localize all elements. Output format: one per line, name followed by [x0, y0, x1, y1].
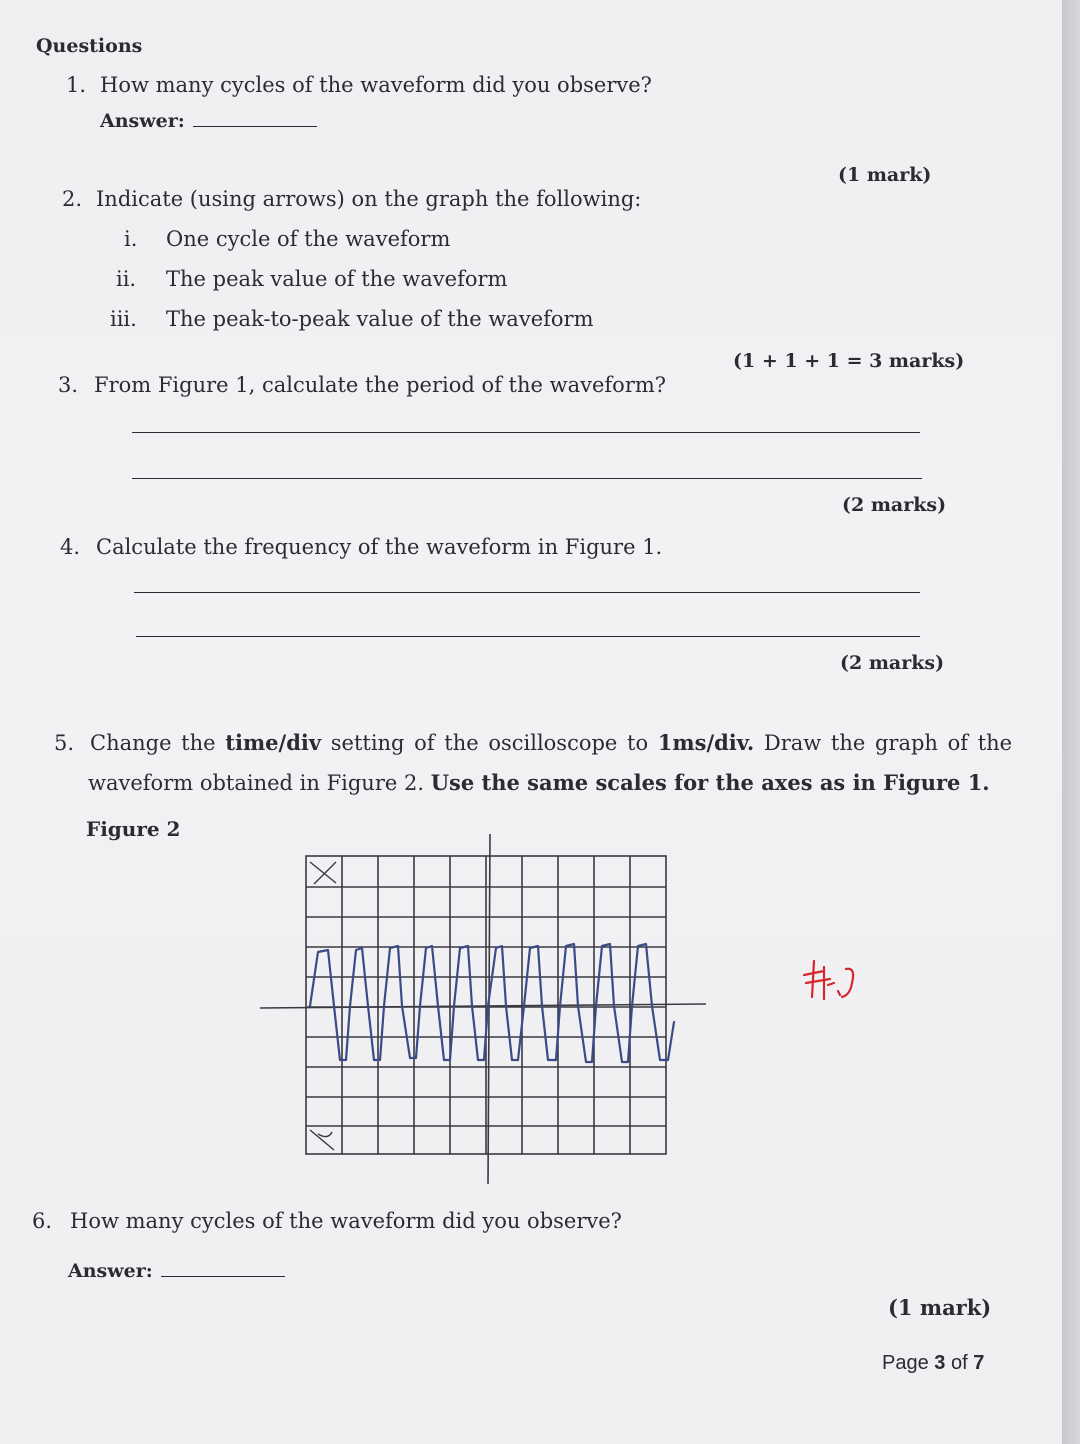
- q5-seg-3: setting of the oscilloscope to: [321, 731, 658, 755]
- q3-answer-line-2[interactable]: [132, 478, 922, 479]
- handwritten-waveform: [310, 944, 674, 1062]
- questions-heading: Questions: [36, 35, 143, 57]
- q5-seg-1: Change the: [90, 731, 226, 755]
- q6-answer-row: [68, 1258, 285, 1284]
- q6-marks: (1 mark): [888, 1295, 992, 1320]
- q4-text: Calculate the frequency of the waveform in Figure 1.: [96, 535, 663, 559]
- page-total: 7: [973, 1352, 985, 1374]
- page-footer: [882, 1350, 984, 1376]
- cross-marks: [310, 862, 336, 1150]
- q5-line-2: [88, 770, 990, 796]
- page-current: 3: [934, 1352, 946, 1374]
- red-ink-strokes: [804, 961, 853, 999]
- q2-number: 2.: [62, 187, 83, 211]
- q2-item-3-text: The peak-to-peak value of the waveform: [166, 307, 594, 331]
- page-edge-shadow: [1062, 0, 1080, 1444]
- q3-marks: (2 marks): [842, 494, 947, 516]
- cross-mark-bottom: [310, 1130, 334, 1150]
- q4-marks: (2 marks): [840, 652, 945, 674]
- figure-2-graph: [250, 828, 720, 1190]
- page-prefix: Page: [882, 1352, 935, 1374]
- q3-answer-line-1[interactable]: [132, 432, 920, 433]
- q5-seg-5: Draw the graph of the: [754, 731, 1013, 755]
- q5-number: 5.: [54, 731, 75, 755]
- q4-number: 4.: [60, 535, 81, 559]
- q1-number: 1.: [66, 73, 87, 97]
- q1-text: How many cycles of the waveform did you observe?: [100, 73, 652, 97]
- q2-item-1-number: i.: [124, 227, 138, 251]
- q3-text: From Figure 1, calculate the period of the waveform?: [94, 373, 667, 397]
- q6-answer-blank[interactable]: [161, 1258, 285, 1277]
- q5-seg-2: time/div: [225, 730, 322, 755]
- q2-item-1-text: One cycle of the waveform: [166, 227, 451, 251]
- q1-answer-label: Answer:: [100, 110, 185, 132]
- q2-marks: (1 + 1 + 1 = 3 marks): [733, 350, 965, 372]
- q4-answer-line-1[interactable]: [134, 592, 920, 593]
- q6-answer-label: Answer:: [68, 1260, 153, 1282]
- q5-line-2b: Use the same scales for the axes as in Figure 1.: [430, 770, 990, 795]
- q6-text: How many cycles of the waveform did you observe?: [70, 1209, 622, 1233]
- q5-seg-4: 1ms/div.: [657, 730, 755, 755]
- q2-item-3-number: iii.: [110, 307, 137, 331]
- figure-2-label: Figure 2: [86, 817, 181, 841]
- q1-answer-row: [100, 108, 317, 134]
- page-of: of: [945, 1352, 974, 1374]
- q4-answer-line-2[interactable]: [136, 636, 920, 637]
- q3-number: 3.: [58, 373, 79, 397]
- q1-marks: (1 mark): [838, 164, 932, 186]
- cross-mark-top: [310, 862, 336, 884]
- q2-item-2-number: ii.: [116, 267, 137, 291]
- q6-number: 6.: [32, 1209, 53, 1233]
- q1-answer-blank[interactable]: [193, 108, 317, 127]
- q5-line-2a: waveform obtained in Figure 2.: [88, 771, 431, 795]
- q5-line-1: [90, 730, 1012, 756]
- q2-text: Indicate (using arrows) on the graph the following:: [96, 187, 642, 211]
- red-ink-annotation: [790, 955, 880, 1015]
- q2-item-2-text: The peak value of the waveform: [166, 267, 508, 291]
